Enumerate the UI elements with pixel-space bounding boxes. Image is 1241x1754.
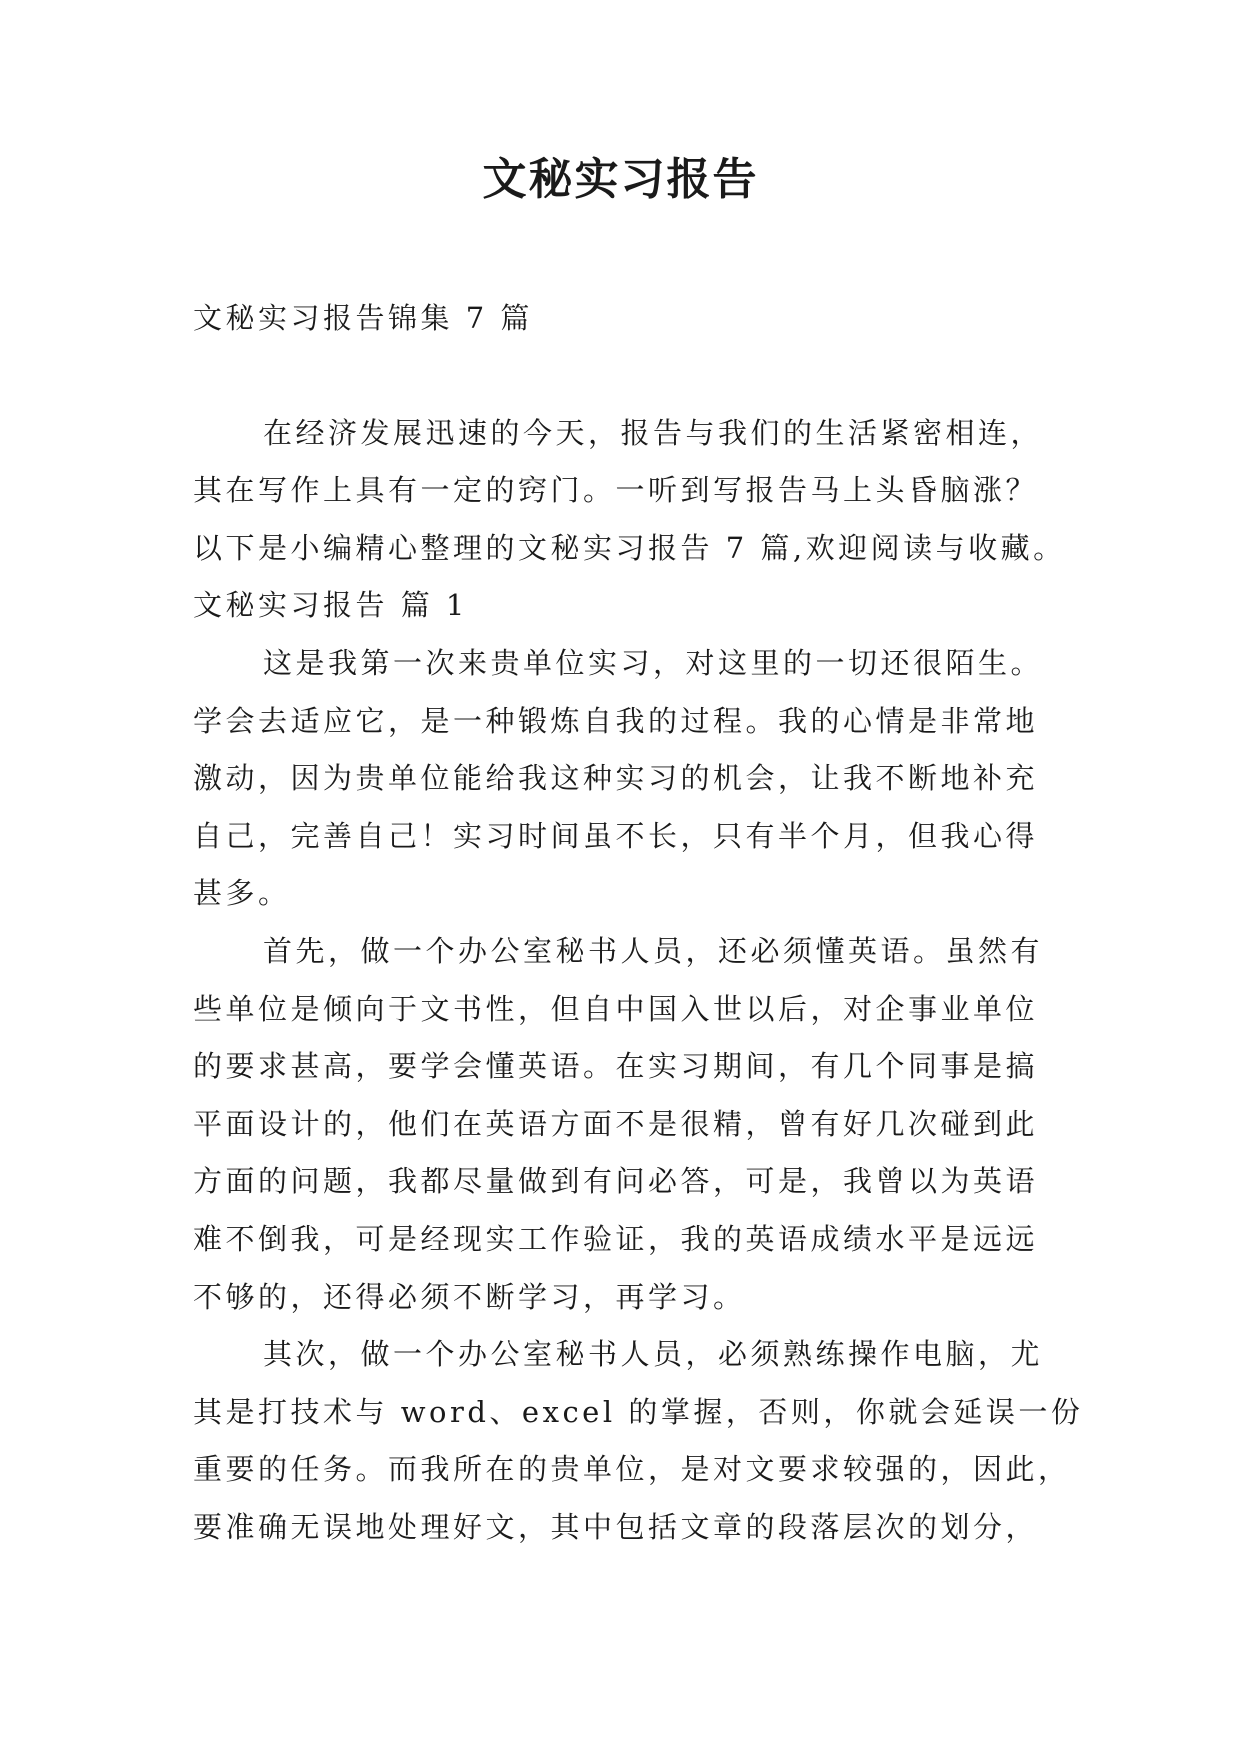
paragraph-line: 不够的，还得必须不断学习，再学习。 xyxy=(193,1279,746,1314)
paragraph-line: 在经济发展迅速的今天，报告与我们的生活紧密相连， xyxy=(263,415,1044,450)
section-heading: 文秘实习报告 篇 1 xyxy=(193,588,468,623)
paragraph-line: 甚多。 xyxy=(193,876,291,911)
paragraph-line: 其在写作上具有一定的窍门。一听到写报告马上头昏脑涨？ xyxy=(193,473,1039,508)
paragraph-line: 激动，因为贵单位能给我这种实习的机会，让我不断地补充 xyxy=(193,761,1039,796)
paragraph-line: 自己，完善自己！实习时间虽不长，只有半个月，但我心得 xyxy=(193,818,1039,853)
paragraph-line: 学会去适应它，是一种锻炼自我的过程。我的心情是非常地 xyxy=(193,703,1039,738)
paragraph-line: 其次，做一个办公室秘书人员，必须熟练操作电脑，尤 xyxy=(263,1337,1044,1372)
paragraph-line: 要准确无误地处理好文，其中包括文章的段落层次的划分， xyxy=(193,1509,1039,1544)
paragraph-line: 以下是小编精心整理的文秘实习报告 7 篇,欢迎阅读与收藏。 xyxy=(193,530,1066,565)
paragraph-line: 这是我第一次来贵单位实习，对这里的一切还很陌生。 xyxy=(263,645,1044,680)
document-subtitle: 文秘实习报告锦集 7 篇 xyxy=(193,301,533,335)
paragraph-line: 些单位是倾向于文书性，但自中国入世以后，对企事业单位 xyxy=(193,991,1039,1026)
paragraph-line: 的要求甚高，要学会懂英语。在实习期间，有几个同事是搞 xyxy=(193,1049,1039,1084)
document-title: 文秘实习报告 xyxy=(482,154,759,205)
paragraph-line: 其是打技术与 word、excel 的掌握，否则，你就会延误一份 xyxy=(193,1394,1084,1429)
paragraph-line: 方面的问题，我都尽量做到有问必答，可是，我曾以为英语 xyxy=(193,1164,1039,1199)
paragraph-line: 难不倒我，可是经现实工作验证，我的英语成绩水平是远远 xyxy=(193,1221,1039,1256)
paragraph-line: 平面设计的，他们在英语方面不是很精，曾有好几次碰到此 xyxy=(193,1106,1039,1141)
document-body xyxy=(193,290,1084,1556)
paragraph-line: 首先，做一个办公室秘书人员，还必须懂英语。虽然有 xyxy=(263,933,1044,968)
paragraph-line: 重要的任务。而我所在的贵单位，是对文要求较强的，因此， xyxy=(193,1452,1071,1487)
